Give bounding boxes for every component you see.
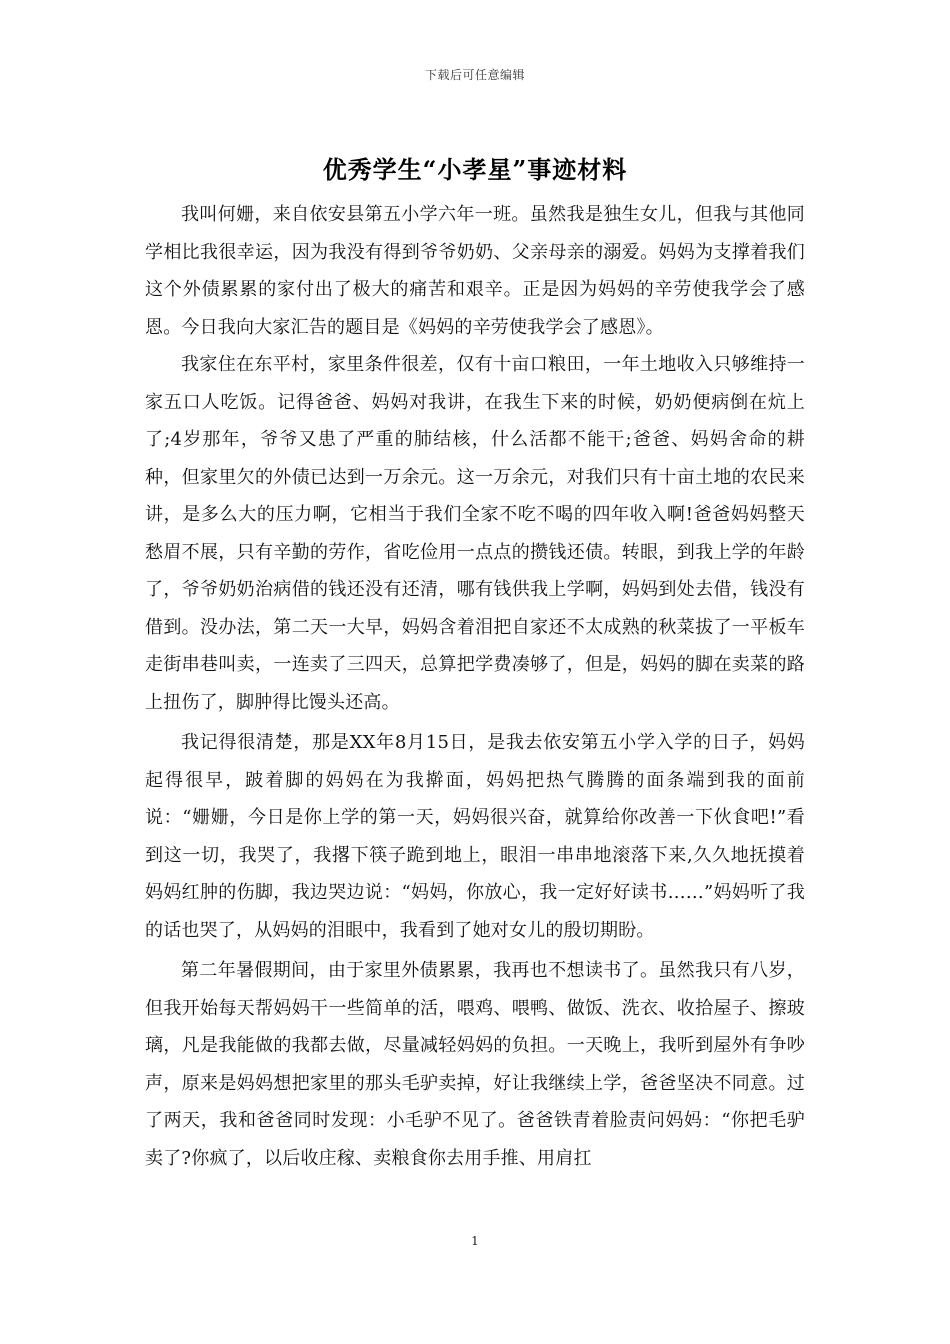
paragraph-3: 我记得很清楚，那是XX年8月15日，是我去依安第五小学入学的日子，妈妈起得很早，跛着脚的妈妈在为我擀面，妈妈把热气腾腾的面条端到我的面前说：“姗姗，今日是你上学的第一天，妈妈很兴奋，就算给你改善一下伙食吧!”看到这一切，我哭了，我撂下筷子跪到地上，眼泪一串串地滚落下来,久久地抚摸着妈妈红肿的伤脚，我边哭边说：“妈妈，你放心，我一定好好读书……”妈妈听了我的话也哭了，从妈妈的泪眼中，我看到了她对女儿的殷切期盼。 [145,732,805,941]
paragraph-4: 第二年暑假期间，由于家里外债累累，我再也不想读书了。虽然我只有八岁，但我开始每天帮妈妈干一些简单的活，喂鸡、喂鸭、做饭、洗衣、收拾屋子、擦玻璃，凡是我能做的我都去做，尽量减轻妈妈的负担。一天晚上，我听到屋外有争吵声，原来是妈妈想把家里的那头毛驴卖掉，好让我继续上学，爸爸坚决不同意。过了两天，我和爸爸同时发现：小毛驴不见了。爸爸铁青着脸责问妈妈：“你把毛驴卖了?你疯了，以后收庄稼、卖粮食你去用手推、用肩扛 [145,960,805,1169]
page-number: 1 [471,1234,479,1248]
page-header: 下载后可任意编辑 [424,68,525,82]
document-title: 优秀学生“小孝星”事迹材料 [322,155,628,184]
document-body [145,196,805,1177]
paragraph-1: 我叫何姗，来自依安县第五小学六年一班。虽然我是独生女儿，但我与其他同学相比我很幸运，因为我没有得到爷爷奶奶、父亲母亲的溺爱。妈妈为支撑着我们这个外债累累的家付出了极大的痛苦和艰辛。正是因为妈妈的辛劳使我学会了感恩。今日我向大家汇告的题目是《妈妈的辛劳使我学会了感恩》。 [145,204,805,338]
paragraph-2: 我家住在东平村，家里条件很差，仅有十亩口粮田，一年土地收入只够维持一家五口人吃饭。记得爸爸、妈妈对我讲，在我生下来的时候，奶奶便病倒在炕上了;4岁那年，爷爷又患了严重的肺结核，什么活都不能干;爸爸、妈妈舍命的耕种，但家里欠的外债已达到一万余元。这一万余元，对我们只有十亩土地的农民来讲，是多么大的压力啊，它相当于我们全家不吃不喝的四年收入啊!爸爸妈妈整天愁眉不展，只有辛勤的劳作，省吃俭用一点点的攒钱还债。转眼，到我上学的年龄了，爷爷奶奶治病借的钱还没有还清，哪有钱供我上学啊，妈妈到处去借，钱没有借到。没办法，第二天一大早，妈妈含着泪把自家还不太成熟的秋菜拔了一平板车走街串巷叫卖，一连卖了三四天，总算把学费凑够了，但是，妈妈的脚在卖菜的路上扭伤了，脚肿得比馒头还高。 [145,354,805,713]
